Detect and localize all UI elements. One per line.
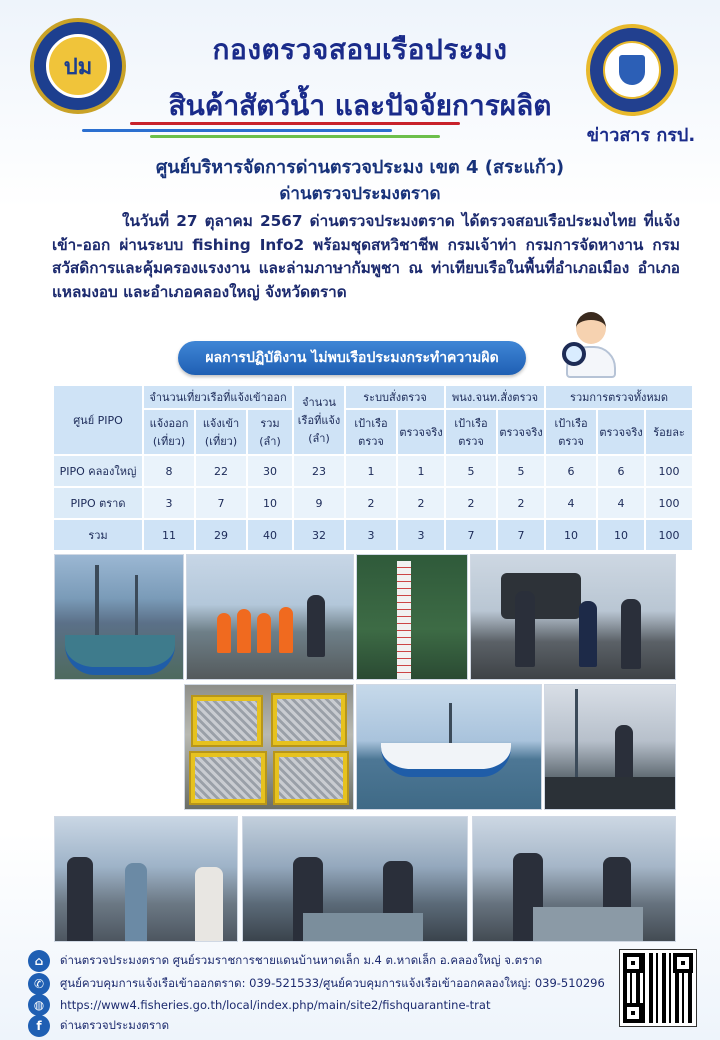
footer-phone	[28, 973, 618, 995]
logo-emblem: ปม	[46, 34, 110, 98]
cell-sys-actual: 1	[398, 456, 444, 486]
th-off-target: เป้าเรือตรวจ	[446, 410, 496, 454]
cell-percent: 100	[646, 520, 692, 550]
header-title-line1: กองตรวจสอบเรือประมง	[212, 33, 508, 66]
cell-out: 3	[144, 488, 194, 518]
cell-all-actual: 4	[598, 488, 644, 518]
cell-in: 7	[196, 488, 246, 518]
cell-name: PIPO ตราด	[54, 488, 142, 518]
cell-all-actual: 6	[598, 456, 644, 486]
header-title-line2: สินค้าสัตว์น้ำ และปัจจัยการผลิต	[168, 89, 552, 122]
photo-crew-lifejackets	[186, 554, 354, 680]
cell-name: PIPO คลองใหญ่	[54, 456, 142, 486]
cell-off-target: 5	[446, 456, 496, 486]
th-off-actual: ตรวจจริง	[498, 410, 544, 454]
footer-url-link[interactable]: https://www4.fisheries.go.th/local/index.php/main/site2/fishquarantine-trat	[60, 998, 491, 1012]
cell-off-target: 2	[446, 488, 496, 518]
cell-in: 22	[196, 456, 246, 486]
subtitle-checkpoint: ด่านตรวจประมงตราด	[279, 184, 441, 204]
header-rule-red	[130, 122, 460, 125]
th-group-system: ระบบสั่งตรวจ	[346, 386, 444, 408]
photo-boat-at-sea	[356, 684, 542, 810]
cell-sys-actual: 3	[398, 520, 444, 550]
cell-all-actual: 10	[598, 520, 644, 550]
cell-all-target: 4	[546, 488, 596, 518]
news-paragraph	[52, 210, 680, 304]
th-total: รวม (ลำ)	[248, 410, 292, 454]
footer-website[interactable]	[28, 994, 618, 1016]
th-out: แจ้งออก (เที่ยว)	[144, 410, 194, 454]
photo-officers-table	[242, 816, 468, 942]
cell-percent: 100	[646, 456, 692, 486]
th-group-trips: จำนวนเที่ยวเรือที่แจ้งเข้าออก	[144, 386, 292, 408]
cell-boats: 32	[294, 520, 344, 550]
footer-facebook-text[interactable]: ด่านตรวจประมงตราด	[60, 1018, 170, 1032]
results-table	[52, 384, 685, 548]
cell-out: 8	[144, 456, 194, 486]
photo-net-mesh-measure	[356, 554, 468, 680]
globe-icon: ◍	[28, 994, 50, 1016]
cell-out: 11	[144, 520, 194, 550]
cell-all-target: 6	[546, 456, 596, 486]
home-icon: ⌂	[28, 950, 50, 972]
photo-officers-at-pier	[470, 554, 676, 680]
news-tag: ข่าวสาร กรป.	[586, 125, 696, 146]
th-all-target: เป้าเรือตรวจ	[546, 410, 596, 454]
cell-name: รวม	[54, 520, 142, 550]
th-sys-actual: ตรวจจริง	[398, 410, 444, 454]
th-group-officer: พนง.จนท.สั่งตรวจ	[446, 386, 544, 408]
th-group-all: รวมการตรวจทั้งหมด	[546, 386, 692, 408]
phone-icon: ✆	[28, 973, 50, 995]
footer-address	[28, 950, 618, 972]
th-center: ศูนย์ PIPO	[54, 386, 142, 454]
table-row	[54, 488, 692, 518]
qr-code[interactable]	[620, 950, 696, 1026]
facebook-icon: f	[28, 1015, 50, 1037]
footer-phone-text: ศูนย์ควบคุมการแจ้งเรือเข้าออกตราด: 039-521533/ศูนย์ควบคุมการแจ้งเรือเข้าออกคลองใหญ่: 039-510296	[60, 976, 605, 990]
th-boats: จำนวนเรือที่แจ้ง (ลำ)	[294, 386, 344, 454]
shield-icon	[603, 41, 661, 99]
header-rule-green	[150, 135, 440, 138]
cell-sys-actual: 2	[398, 488, 444, 518]
cell-sys-target: 2	[346, 488, 396, 518]
cell-all-target: 10	[546, 520, 596, 550]
photo-fish-crates	[184, 684, 354, 810]
cell-off-actual: 5	[498, 456, 544, 486]
header-rule-blue	[82, 129, 392, 132]
cell-total: 10	[248, 488, 292, 518]
photo-officer-on-boat	[544, 684, 676, 810]
th-percent: ร้อยละ	[646, 410, 692, 454]
table-row	[54, 456, 692, 486]
department-of-fisheries-logo	[30, 18, 126, 114]
cell-off-target: 7	[446, 520, 496, 550]
cell-sys-target: 1	[346, 456, 396, 486]
cell-off-actual: 7	[498, 520, 544, 550]
news-paragraph-text: ในวันที่ 27 ตุลาคม 2567 ด่านตรวจประมงตราด ได้ตรวจสอบเรือประมงไทย ที่แจ้งเข้า-ออก ผ่านระบบ fishing Info2 พร้อมชุดสหวิชาชีพ กรมเจ้าท่า กรมการจัดหางาน กรมสวัสดิการและคุ้มครองแรงงาน และล่ามภาษากัมพูชา ณ ท่าเทียบเรือในพื้นที่อำเภอเมือง อำเภอแหลมงอบ และอำเภอคลองใหญ่ จังหวัดตราด	[52, 212, 680, 301]
cell-total: 40	[248, 520, 292, 550]
fishery-inspection-logo	[586, 24, 678, 116]
th-all-actual: ตรวจจริง	[598, 410, 644, 454]
inspector-magnifier-icon	[562, 312, 624, 378]
cell-sys-target: 3	[346, 520, 396, 550]
th-sys-target: เป้าเรือตรวจ	[346, 410, 396, 454]
result-banner: ผลการปฏิบัติงาน ไม่พบเรือประมงกระทำความผิด	[178, 341, 526, 375]
th-in: แจ้งเข้า (เที่ยว)	[196, 410, 246, 454]
footer-facebook[interactable]	[28, 1015, 618, 1037]
photo-fishing-boat-deck	[54, 554, 184, 680]
cell-boats: 23	[294, 456, 344, 486]
cell-off-actual: 2	[498, 488, 544, 518]
subtitle-center: ศูนย์บริหารจัดการด่านตรวจประมง เขต 4 (สระแก้ว)	[155, 157, 565, 178]
photo-document-check	[54, 816, 238, 942]
footer-address-text: ด่านตรวจประมงตราด ศูนย์รวมราชการชายแดนบ้านหาดเล็ก ม.4 ต.หาดเล็ก อ.คลองใหญ่ จ.ตราด	[60, 953, 543, 967]
table-row-total	[54, 520, 692, 550]
cell-in: 29	[196, 520, 246, 550]
photo-inspection-paperwork	[472, 816, 676, 942]
cell-boats: 9	[294, 488, 344, 518]
cell-total: 30	[248, 456, 292, 486]
cell-percent: 100	[646, 488, 692, 518]
